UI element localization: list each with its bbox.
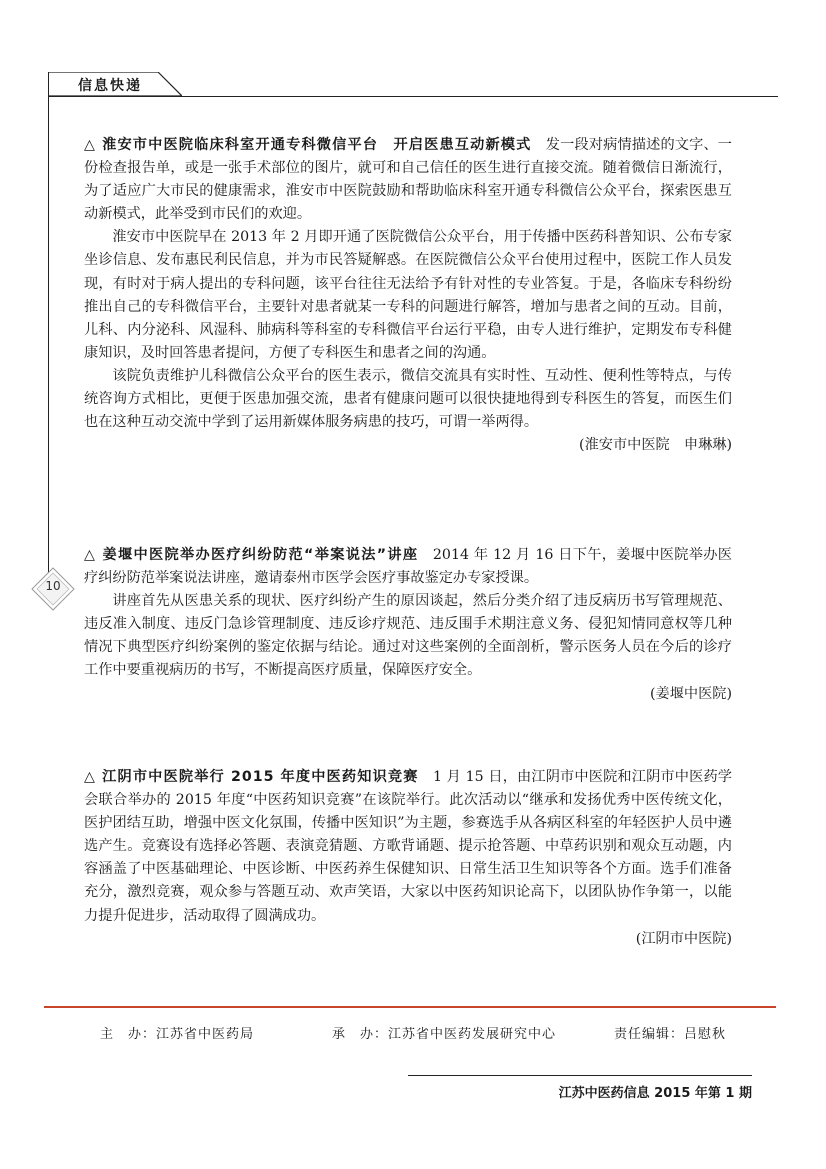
journal-rule [408, 1075, 752, 1076]
paragraph-text: 发一段对病情描述的文字、一份检查报告单，或是一张手术部位的图片，就可和自己信任的医生进行直接交流。随着微信日渐流行，为了适应广大市民的健康需求，淮安市中医院鼓励和帮助临床科室开通专科微信公众平台，探索医患互动新模式，此举受到市民们的欢迎。 [84, 137, 732, 223]
journal-issue: 江苏中医药信息 2015 年第 1 期 [558, 1086, 752, 1101]
article-jiangyin [84, 766, 732, 951]
footer-rule [44, 1006, 776, 1008]
article-paragraph [84, 134, 732, 226]
article-headline: △ 江阴市中医院举行 2015 年度中医药知识竞赛 [84, 769, 419, 785]
article-paragraph [84, 766, 732, 928]
footer-sponsor: 主 办：江苏省中医药局 [100, 1027, 255, 1042]
article-huaian [84, 134, 732, 457]
article-headline: △ 姜堰中医院举办医疗纠纷防范“举案说法”讲座 [84, 547, 419, 563]
article-source: (姜堰中医院) [649, 685, 732, 702]
page-number-badge [30, 566, 76, 612]
header-rule [48, 96, 778, 97]
footer-editor: 责任编辑：吕慰秋 [614, 1027, 727, 1042]
article-headline: △ 淮安市中医院临床科室开通专科微信平台 开启医患互动新模式 [84, 137, 532, 153]
article-source: (江阴市中医院) [635, 930, 732, 947]
article-paragraph: 该院负责维护儿科微信公众平台的医生表示，微信交流具有实时性、互动性、便利性等特点，与传统咨询方式相比，更便于医患加强交流，患者有健康问题可以很快捷地得到专科医生的答复，而医生们也在这种互动交流中学到了运用新媒体服务病患的技巧，可谓一举两得。 [84, 367, 732, 431]
section-label: 信息快递 [78, 78, 142, 94]
article-paragraph [84, 544, 732, 590]
article-source: (淮安市中医院 申琳琳) [579, 437, 732, 454]
footer-organizer: 承 办：江苏省中医药发展研究中心 [332, 1027, 557, 1042]
section-tab [48, 72, 182, 96]
article-paragraph: 淮安市中医院早在 2013 年 2 月即开通了医院微信公众平台，用于传播中医药科普知识、公布专家坐诊信息、发布惠民利民信息，并为市民答疑解惑。在医院微信公众平台使用过程中，医院工作人员发现，有时对于病人提出的专科问题，该平台往往无法给予有针对性的专业答复。于是，各临床专科纷纷推出自己的专科微信平台，主要针对患者就某一专科的问题进行解答，增加与患者之间的互动。目前，儿科、内分泌科、风湿科、肺病科等科室的专科微信平台运行平稳，由专人进行维护，定期发布专科健康知识，及时回答患者提问，方便了专科医生和患者之间的沟通。 [84, 229, 732, 361]
paragraph-text: 1 月 15 日，由江阴市中医院和江阴市中医药学会联合举办的 2015 年度“中医药知识竞赛”在该院举行。此次活动以“继承和发扬优秀中医传统文化，医护团结互助，增强中医文化氛围，传播中医知识”为主题，参赛选手从各病区科室的年轻医护人员中遴选产生。竞赛设有选择必答题、表演竞猜题、方歌背诵题、提示抢答题、中草药识别和观众互动题，内容涵盖了中医基础理论、中医诊断、中医药养生保健知识、日常生活卫生知识等各个方面。选手们准备充分，激烈竞赛，观众参与答题互动、欢声笑语，大家以中医药知识论高下，以团队协作争第一，以能力提升促进步，活动取得了圆满成功。 [84, 769, 732, 924]
article-paragraph: 讲座首先从医患关系的现状、医疗纠纷产生的原因谈起，然后分类介绍了违反病历书写管理规范、违反准入制度、违反门急诊管理制度、违反诊疗规范、违反围手术期注意义务、侵犯知情同意权等几种情况下典型医疗纠纷案例的鉴定依据与结论。通过对这些案例的全面剖析，警示医务人员在今后的诊疗工作中要重视病历的书写，不断提高医疗质量，保障医疗安全。 [84, 593, 732, 679]
article-jiangyan [84, 544, 732, 706]
paragraph-text: 2014 年 12 月 16 日下午，姜堰中医院举办医疗纠纷防范举案说法讲座，邀请泰州市医学会医疗事故鉴定办专家授课。 [84, 547, 732, 587]
side-rule [48, 72, 49, 578]
page-number: 10 [45, 579, 61, 593]
